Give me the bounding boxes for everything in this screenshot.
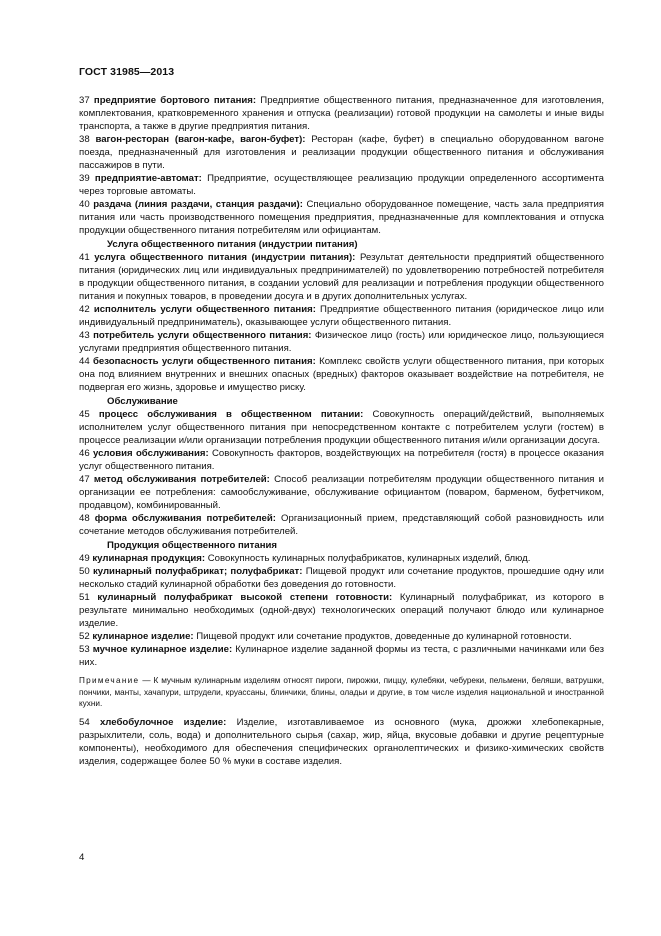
term-definition: Предприятие общественного питания, предназначенное для изготовления, комплектования, кратковременного хранения и отпуска (реализации) готовой продукции на самолеты и иные виды транспорта, а также в другие предприятия питания. (79, 95, 604, 132)
term-name: кулинарная продукция: (92, 553, 206, 564)
term-number: 50 (79, 566, 90, 577)
term-number: 46 (79, 448, 90, 459)
term-entry-48 (79, 512, 604, 538)
term-definition: Организационный прием, представляющий собой разновидность или сочетание методов обслуживания потребителей. (79, 513, 604, 537)
term-definition: Ресторан (кафе, буфет) в специально оборудованном вагоне поезда, предназначенный для изготовления и реализации продукции общественного питания и обслуживания пассажиров в пути. (79, 134, 604, 171)
section-heading-service: Услуга общественного питания (индустрии питания) (107, 239, 358, 250)
term-name: форма обслуживания потребителей: (94, 513, 276, 524)
term-definition: Кулинарный полуфабрикат, из которого в результате минимально необходимых (одной-двух) технологических операций получают блюдо или кулинарное изделие. (79, 592, 604, 629)
term-entry-40 (79, 198, 604, 237)
term-entry-44 (79, 355, 604, 394)
term-entry-46 (79, 447, 604, 473)
term-definition: Совокупность факторов, воздействующих на потребителя (гостя) в процессе оказания услуг общественного питания. (79, 448, 604, 472)
term-entry-43 (79, 329, 604, 355)
standard-header: ГОСТ 31985—2013 (79, 66, 175, 78)
term-entry-38 (79, 133, 604, 172)
entries-group-e (79, 716, 604, 768)
term-number: 41 (79, 252, 90, 263)
term-definition: Способ реализации потребителям продукции общественного питания и организации ее потребления: самообслуживание, обслуживание официантом (поваром, барменом, буфетчиком, продавцом), комбинированный. (79, 474, 604, 511)
term-name: мучное кулинарное изделие: (92, 644, 233, 655)
term-number: 54 (79, 716, 90, 728)
section-heading-serving: Обслуживание (107, 396, 178, 407)
note-label: Примечание (79, 676, 140, 685)
note-block (79, 675, 604, 710)
term-name: предприятие бортового питания: (93, 95, 257, 106)
term-number: 47 (79, 474, 90, 485)
term-definition: Предприятие, осуществляющее реализацию продукции определенного ассортимента через торговые автоматы. (79, 173, 605, 197)
term-number: 42 (79, 304, 90, 315)
term-name: раздача (линия раздачи, станция раздачи): (93, 199, 303, 210)
term-entry-54 (79, 716, 604, 768)
term-number: 38 (79, 134, 90, 145)
term-entry-37 (79, 94, 604, 133)
term-entry-53 (79, 643, 604, 669)
term-number: 37 (79, 95, 90, 106)
entries-group-a (79, 94, 604, 237)
term-entry-52 (79, 630, 604, 643)
note-text: — К мучным кулинарным изделиям относят пироги, пирожки, пиццу, кулебяки, чебуреки, пельмени, беляши, ватрушки, пончики, манты, хачапури, штрудели, круассаны, блинчики, блины, оладьи и другие, в том числе изделия национальной и иностранной кухни. (79, 676, 604, 709)
term-entry-45 (79, 408, 604, 447)
content-body (79, 94, 604, 768)
term-definition: Специально оборудованное помещение, часть зала предприятия питания или часть производственного помещения предприятия, предназначенные для комплектования и отпуска продукции общественного питания потребителям или официантам. (79, 199, 604, 236)
term-name: кулинарный полуфабрикат высокой степени готовности: (97, 592, 393, 603)
term-entry-49 (79, 552, 604, 565)
term-definition: Кулинарное изделие заданной формы из теста, с различными начинками или без них. (79, 644, 605, 668)
entries-group-d (79, 552, 604, 669)
term-definition: Совокупность кулинарных полуфабрикатов, кулинарных изделий, блюд. (207, 553, 531, 564)
term-entry-47 (79, 473, 604, 512)
entries-group-c (79, 408, 604, 538)
term-entry-42 (79, 303, 604, 329)
term-number: 44 (79, 356, 90, 367)
term-definition: Результат деятельности предприятий общественного питания (юридических лиц или индивидуальных предпринимателей) по удовлетворению потребностей потребителя в продукции общественного питания, в создании условий для реализации и потребления продукции общественного питания и покупных товаров, в проведении досуга и в других дополнительных услугах. (79, 252, 605, 302)
term-number: 49 (79, 553, 90, 564)
term-name: кулинарное изделие: (92, 631, 194, 642)
term-name: исполнитель услуги общественного питания: (93, 304, 316, 315)
term-entry-39 (79, 172, 604, 198)
term-definition: Предприятие общественного питания (юридическое лицо или индивидуальный предприниматель), оказывающее услуги общественного питания. (79, 304, 605, 328)
term-name: кулинарный полуфабрикат; полуфабрикат: (92, 566, 303, 577)
term-definition: Пищевой продукт или сочетание продуктов, доведенные до кулинарной готовности. (196, 631, 572, 642)
term-name: хлебобулочное изделие: (99, 716, 227, 728)
term-definition: Пищевой продукт или сочетание продуктов, прошедшие одну или несколько стадий кулинарной обработки без доведения до готовности. (79, 566, 604, 590)
term-name: безопасность услуги общественного питания: (93, 356, 316, 367)
term-name: услуга общественного питания (индустрии питания): (94, 252, 356, 263)
term-name: вагон-ресторан (вагон-кафе, вагон-буфет): (95, 134, 306, 145)
term-name: условия обслуживания: (92, 448, 209, 459)
term-name: метод обслуживания потребителей: (93, 474, 270, 485)
term-name: потребитель услуги общественного питания: (93, 330, 312, 341)
term-number: 51 (79, 592, 90, 603)
term-number: 45 (79, 409, 90, 420)
term-number: 40 (79, 199, 90, 210)
term-entry-50 (79, 565, 604, 591)
section-heading-products: Продукция общественного питания (107, 540, 277, 551)
term-entry-51 (79, 591, 604, 630)
term-number: 39 (79, 173, 90, 184)
term-definition: Совокупность операций/действий, выполняемых исполнителем услуг общественного питания при непосредственном контакте с потребителем услуги (гостем) в процессе реализации и/или организации потребления продукции общественного питания и/или организации досуга. (79, 409, 604, 446)
term-number: 53 (79, 644, 90, 655)
term-entry-41 (79, 251, 604, 303)
term-definition: Физическое лицо (гость) или юридическое лицо, пользующиеся услугами предприятия общественного питания. (79, 330, 604, 354)
term-number: 52 (79, 631, 90, 642)
term-name: процесс обслуживания в общественном питании: (98, 409, 364, 420)
term-number: 48 (79, 513, 90, 524)
page-number: 4 (79, 852, 85, 863)
entries-group-b (79, 251, 604, 394)
term-number: 43 (79, 330, 90, 341)
term-name: предприятие-автомат: (94, 173, 202, 184)
term-definition: Изделие, изготавливаемое из основного (мука, дрожжи хлебопекарные, разрыхлители, соль, вода) и дополнительного сырья (сахар, жир, яйца, вкусовые добавки и другие рецептурные компоненты), необходимого для обеспечения специфических органолептических и физико-химических свойств изделия, содержащее более 50 % муки в составе изделия. (79, 716, 604, 767)
term-definition: Комплекс свойств услуги общественного питания, при которых она под влиянием внутренних и внешних опасных (вредных) факторов оказывает воздействие на потребителя, не подвергая его жизнь, здоровье и имущество риску. (79, 356, 604, 393)
